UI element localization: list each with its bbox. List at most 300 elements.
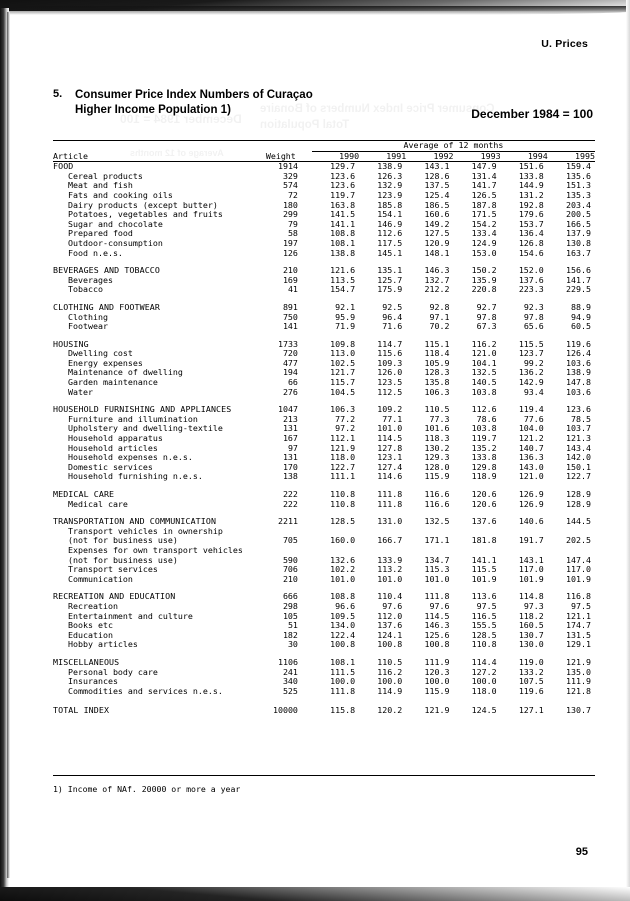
row-value-1992: 118.3 [424, 433, 450, 444]
row-value-1992: 115.9 [424, 471, 450, 482]
row-value-1993: 135.9 [471, 274, 497, 285]
row-value-1994: 154.6 [518, 247, 544, 258]
row-value-1994: 143.1 [518, 554, 544, 565]
row-value-1992: 101.0 [424, 573, 450, 584]
row-value-1995: 142.0 [566, 452, 591, 463]
row-value-1992: 97.6 [429, 600, 450, 611]
row-value-1991: 77.1 [382, 413, 403, 424]
row-value-1993: 147.9 [471, 161, 497, 172]
row-value-1994: 152.0 [518, 265, 544, 276]
row-value-1990: 163.8 [330, 199, 356, 210]
row-weight: 197 [282, 237, 298, 248]
row-value-1990: 123.6 [330, 180, 356, 191]
page-sheet [10, 0, 620, 890]
row-value-1995: 141.7 [566, 274, 591, 285]
row-weight: 97 [287, 442, 298, 453]
header-year-1993: 1993 [453, 151, 500, 162]
row-value-1991: 109.3 [377, 357, 403, 368]
row-value-1995: 103.7 [566, 423, 591, 434]
row-value-1994: 93.4 [523, 386, 544, 397]
row-weight: 222 [282, 498, 298, 509]
row-article-label: Medical care [53, 498, 128, 509]
row-value-1992: 100.0 [424, 676, 450, 687]
table-row [53, 239, 595, 249]
row-article-label: Household articles [53, 442, 158, 453]
row-value-1993: 104.1 [471, 357, 497, 368]
row-weight: 720 [282, 348, 298, 359]
row-value-1993: 120.6 [471, 489, 497, 499]
row-value-1993: 115.5 [471, 564, 497, 575]
row-value-1992: 132.5 [424, 516, 450, 527]
row-value-1992: 186.5 [424, 199, 450, 210]
table-row [53, 303, 595, 313]
table-row [53, 249, 595, 259]
row-article-label: Upholstery and dwelling-textile [53, 423, 223, 434]
row-value-1993: 129.8 [471, 461, 497, 472]
row-value-1994: 151.6 [518, 161, 544, 172]
cpi-table-container [53, 140, 595, 716]
row-article-label: CLOTHING AND FOOTWEAR [53, 301, 160, 312]
header-year-1990: 1990 [312, 151, 359, 162]
row-value-1991: 114.5 [377, 433, 403, 444]
row-value-1995: 203.4 [566, 199, 591, 210]
row-value-1992: 146.3 [424, 265, 450, 276]
spacer-cell [53, 650, 595, 658]
row-value-1994: 127.1 [518, 705, 544, 716]
row-value-1993: 133.8 [471, 452, 497, 463]
row-article-label: Prepared food [53, 228, 133, 239]
row-value-1990: 109.5 [330, 610, 356, 621]
row-article-label: Maintenance of dwelling [53, 367, 183, 378]
row-value-1993: 124.5 [471, 705, 497, 716]
header-article: Article [53, 151, 250, 162]
row-article-label: Meat and fish [53, 180, 133, 191]
row-value-1992: 127.5 [424, 228, 450, 239]
row-value-1994: 191.7 [518, 535, 544, 546]
row-value-1994: 126.8 [518, 237, 544, 248]
row-value-1994: 133.2 [518, 666, 544, 677]
row-value-1994: 131.2 [518, 189, 544, 200]
row-value-1991: 114.6 [377, 471, 403, 482]
row-value-1993: 92.7 [476, 301, 497, 312]
table-title-line-2: Higher Income Population 1) [75, 104, 231, 116]
row-value-1994: 77.6 [523, 413, 544, 424]
row-weight: 141 [282, 321, 298, 332]
row-value-1990: 100.0 [330, 676, 356, 687]
row-weight: 210 [282, 265, 298, 276]
row-weight: 66 [287, 377, 298, 388]
row-value-1992: 146.3 [424, 620, 450, 631]
row-value-1995: 200.5 [566, 209, 591, 220]
table-row [53, 575, 595, 585]
row-value-1994: 65.6 [523, 321, 544, 332]
row-value-1990: 122.7 [330, 461, 356, 472]
row-value-1992: 118.4 [424, 348, 450, 359]
row-article-label: Entertainment and culture [53, 610, 193, 621]
row-value-1990: 71.9 [335, 321, 356, 332]
row-value-1993: 103.8 [471, 423, 497, 434]
row-value-1994: 192.8 [518, 199, 544, 210]
row-value-1990: 138.8 [330, 247, 356, 258]
row-value-1994: 130.0 [518, 639, 544, 650]
table-row [53, 322, 595, 332]
row-article-label: Recreation [53, 600, 118, 611]
row-weight: 131 [282, 423, 298, 434]
row-value-1994: 144.9 [518, 180, 544, 191]
row-value-1993: 78.6 [476, 413, 497, 424]
row-article-label: (not for business use) [53, 554, 178, 565]
row-article-label: TRANSPORTATION AND COMMUNICATION [53, 516, 217, 527]
row-value-1995: 174.7 [566, 620, 591, 631]
row-value-1991: 115.6 [377, 348, 403, 359]
row-value-1992: 128.3 [424, 367, 450, 378]
table-row [53, 472, 595, 482]
row-weight [250, 527, 312, 537]
row-value-1991: 110.5 [377, 656, 403, 667]
row-value-1994: 140.7 [518, 442, 544, 453]
row-value-1992: 149.2 [424, 218, 450, 229]
row-value-1990: 111.5 [330, 666, 356, 677]
row-value-1990: 109.8 [330, 338, 356, 349]
row-value-1992: 160.6 [424, 209, 450, 220]
row-value-1991: 114.9 [377, 685, 403, 696]
row-article-label: HOUSEHOLD FURNISHING AND APPLIANCES [53, 404, 232, 415]
row-value-1995: 137.9 [566, 228, 591, 239]
row-value-1991: 125.7 [377, 274, 403, 285]
row-article-label: Dairy products (except butter) [53, 199, 218, 210]
row-value-1992: 130.2 [424, 442, 450, 453]
table-title-block [53, 88, 593, 121]
row-value-1993: 100.0 [471, 676, 497, 687]
row-value-1991: 101.0 [377, 573, 403, 584]
row-value-1992: 111.8 [424, 591, 450, 602]
row-value-1990: 110.8 [330, 498, 356, 509]
cpi-table [53, 141, 595, 716]
table-row [53, 172, 595, 182]
table-row [53, 313, 595, 323]
row-value-1993: 187.8 [471, 199, 497, 210]
row-value-1992: 116.6 [424, 498, 450, 509]
row-value-1995: 156.6 [566, 265, 591, 276]
table-row [53, 640, 595, 650]
row-value-1990: 96.6 [335, 600, 356, 611]
row-value-1992: 92.8 [429, 301, 450, 312]
row-value-1991: 114.7 [377, 338, 403, 349]
table-row [53, 340, 595, 350]
row-value-1990: 108.1 [330, 656, 356, 667]
row-value-1994: 115.5 [518, 338, 544, 349]
row-value-1993: 116.2 [471, 338, 497, 349]
row-value-1995: 101.9 [566, 573, 591, 584]
row-weight [250, 546, 312, 556]
row-value-1994: 121.2 [518, 433, 544, 444]
header-year-1994: 1994 [501, 151, 548, 162]
row-value-1991: 127.8 [377, 442, 403, 453]
row-value-1992: 115.1 [424, 338, 450, 349]
row-value-1990: 160.0 [330, 535, 356, 546]
table-gap [53, 696, 595, 706]
row-value-1990: 100.8 [330, 639, 356, 650]
row-value-1990: 121.9 [330, 442, 356, 453]
header-year-1995: 1995 [548, 151, 595, 162]
row-value-1990: 95.9 [335, 311, 356, 322]
row-weight: 574 [282, 180, 298, 191]
row-value-1990: 129.7 [330, 161, 356, 172]
row-article-label: BEVERAGES AND TOBACCO [53, 265, 160, 276]
row-value-1991: 117.5 [377, 237, 403, 248]
table-body [53, 162, 595, 716]
row-value-1993: 103.8 [471, 386, 497, 397]
row-value-1992: 212.2 [424, 284, 450, 295]
spacer-cell [53, 332, 595, 340]
row-value-1995: 135.0 [566, 666, 591, 677]
row-weight: 167 [282, 433, 298, 444]
row-value-1995: 60.5 [571, 321, 591, 332]
row-weight: 72 [287, 189, 298, 200]
table-row [53, 621, 595, 631]
row-value-1991: 131.0 [377, 516, 403, 527]
row-value-1994: 137.6 [518, 274, 544, 285]
row-weight: 182 [282, 629, 298, 640]
row-value-1992: 137.5 [424, 180, 450, 191]
row-weight: 58 [287, 228, 298, 239]
showthrough-title-line2: Total Population [260, 119, 350, 131]
row-value-1991: 123.1 [377, 452, 403, 463]
row-value-1994: 140.6 [518, 516, 544, 527]
row-value-1990: 108.1 [330, 237, 356, 248]
table-row [53, 592, 595, 602]
row-value-1994: 119.4 [518, 404, 544, 415]
row-value-1992: 132.7 [424, 274, 450, 285]
row-value-1995: 126.4 [566, 348, 591, 359]
row-value-1990: 108.8 [330, 228, 356, 239]
row-value-1994: 119.0 [518, 656, 544, 667]
row-value-1995: 128.9 [566, 489, 591, 499]
row-value-1990: 121.6 [330, 265, 356, 276]
row-value-1994: 130.7 [518, 629, 544, 640]
row-value-1993: 121.0 [471, 348, 497, 359]
row-value-1991: 71.6 [382, 321, 403, 332]
row-article-label: Energy expenses [53, 357, 143, 368]
row-value-1990: 92.1 [335, 301, 356, 312]
footnote-rule [53, 775, 595, 776]
row-value-1990: 121.7 [330, 367, 356, 378]
row-article-label: TOTAL INDEX [53, 705, 110, 716]
row-article-label: Sugar and chocolate [53, 218, 163, 229]
row-value-1992: 70.2 [429, 321, 450, 332]
row-article-label: Footwear [53, 321, 108, 332]
row-value-1995: 122.7 [566, 471, 591, 482]
row-weight: 79 [287, 218, 298, 229]
row-value-1995: 94.9 [571, 311, 591, 322]
table-row [53, 565, 595, 575]
row-value-1995: 121.8 [566, 685, 591, 696]
row-article-label: Beverages [53, 274, 113, 285]
row-article-label: Communication [53, 573, 133, 584]
row-value-1994: 121.0 [518, 471, 544, 482]
header-spacer-article [53, 141, 250, 151]
row-weight: 213 [282, 413, 298, 424]
row-value-1991: 124.1 [377, 629, 403, 640]
row-weight: 194 [282, 367, 298, 378]
scan-edge-right [626, 0, 630, 901]
row-value-1995: 97.5 [571, 600, 591, 611]
row-value-1991: 185.8 [377, 199, 403, 210]
row-value-1992: 120.9 [424, 237, 450, 248]
row-value-1994: 160.5 [518, 620, 544, 631]
row-weight: 1914 [277, 161, 298, 172]
row-value-1992: 77.3 [429, 413, 450, 424]
row-article-label: MISCELLANEOUS [53, 656, 120, 667]
row-value-1990: 111.1 [330, 471, 356, 482]
table-spacer [53, 332, 595, 340]
row-value-1990: 104.5 [330, 386, 356, 397]
row-value-1993: 116.5 [471, 610, 497, 621]
row-value-1995: 138.9 [566, 367, 591, 378]
row-value-1994: 143.0 [518, 461, 544, 472]
row-value-1993: 101.9 [471, 573, 497, 584]
row-value-1993: 137.6 [471, 516, 497, 527]
row-value-1994: 107.5 [518, 676, 544, 687]
row-value-1995: 129.1 [566, 639, 591, 650]
row-value-1993: 132.5 [471, 367, 497, 378]
row-value-1991: 112.0 [377, 610, 403, 621]
row-value-1991: 126.3 [377, 170, 403, 181]
header-span-average: Average of 12 months [312, 141, 595, 151]
table-number: 5. [53, 88, 63, 100]
row-article-label: MEDICAL CARE [53, 489, 115, 499]
row-value-1993: 120.6 [471, 498, 497, 509]
table-row [53, 706, 595, 716]
row-value-1992: 100.8 [424, 639, 450, 650]
row-value-1990: 141.5 [330, 209, 356, 220]
row-value-1991: 113.2 [377, 564, 403, 575]
row-value-1994: 114.8 [518, 591, 544, 602]
row-value-1994: 153.7 [518, 218, 544, 229]
row-value-1994: 119.6 [518, 685, 544, 696]
row-value-1991: 145.1 [377, 247, 403, 258]
row-value-1993: 141.1 [471, 554, 497, 565]
row-value-1992: 121.9 [424, 705, 450, 716]
row-value-1995: 144.5 [566, 516, 591, 527]
row-weight: 131 [282, 452, 298, 463]
row-value-1992: 101.6 [424, 423, 450, 434]
row-value-1995: 166.5 [566, 218, 591, 229]
row-weight: 170 [282, 461, 298, 472]
row-value-1994: 126.9 [518, 498, 544, 509]
row-value-1990: 119.7 [330, 189, 356, 200]
row-weight: 1047 [277, 404, 298, 415]
row-weight: 525 [282, 685, 298, 696]
row-article-label: Cereal products [53, 170, 143, 181]
row-weight: 276 [282, 386, 298, 397]
row-value-1995: 111.9 [566, 676, 591, 687]
row-article-label: Insurances [53, 676, 118, 687]
row-value-1993: 171.5 [471, 209, 497, 220]
table-row [53, 687, 595, 697]
row-article-label: Transport services [53, 564, 158, 575]
row-article-label: Clothing [53, 311, 108, 322]
row-value-1995: 135.3 [566, 189, 591, 200]
row-value-1995: 119.6 [566, 338, 591, 349]
row-value-1995: 121.9 [566, 656, 591, 667]
row-value-1991: 100.8 [377, 639, 403, 650]
row-weight: 222 [282, 489, 298, 499]
header-year-1992: 1992 [406, 151, 453, 162]
row-value-1994: 123.7 [518, 348, 544, 359]
row-value-1993: 119.7 [471, 433, 497, 444]
row-article-label: Hobby articles [53, 639, 138, 650]
row-article-label: Commodities and services n.e.s. [53, 685, 223, 696]
row-value-1993: 118.9 [471, 471, 497, 482]
row-value-1990: 97.2 [335, 423, 356, 434]
row-article-label: Fats and cooking oils [53, 189, 173, 200]
row-value-1994: 223.3 [518, 284, 544, 295]
row-value-1993: 155.5 [471, 620, 497, 631]
row-weight: 2211 [277, 516, 298, 527]
row-value-1993: 131.4 [471, 170, 497, 181]
row-article-label: Expenses for own transport vehicles [53, 544, 243, 555]
row-value-1992: 135.8 [424, 377, 450, 388]
row-value-1992: 110.5 [424, 404, 450, 415]
row-value-1995: 130.8 [566, 237, 591, 248]
row-value-1993: 141.7 [471, 180, 497, 191]
row-value-1994: 179.6 [518, 209, 544, 220]
table-row [53, 490, 595, 500]
row-article-label: FOOD [53, 161, 74, 172]
row-weight: 477 [282, 357, 298, 368]
row-value-1992: 128.6 [424, 170, 450, 181]
row-value-1991: 100.0 [377, 676, 403, 687]
row-value-1993: 97.5 [476, 600, 497, 611]
row-value-1990: 154.7 [330, 284, 356, 295]
row-value-1991: 146.9 [377, 218, 403, 229]
footnote-text: 1) Income of NAf. 20000 or more a year [53, 784, 241, 794]
running-head: U. Prices [541, 38, 588, 50]
row-value-1993: 135.2 [471, 442, 497, 453]
row-value-1994: 99.2 [523, 357, 544, 368]
row-value-1990: 118.0 [330, 452, 356, 463]
row-weight: 169 [282, 274, 298, 285]
row-value-1992: 115.9 [424, 685, 450, 696]
row-value-1991: 154.1 [377, 209, 403, 220]
row-value-1991: 123.5 [377, 377, 403, 388]
row-value-1991: 112.5 [377, 386, 403, 397]
row-weight: 180 [282, 199, 298, 210]
row-article-label: Domestic services [53, 461, 153, 472]
row-article-label: Outdoor-consumption [53, 237, 163, 248]
row-value-1994: 118.2 [518, 610, 544, 621]
row-weight: 706 [282, 564, 298, 575]
row-value-1995: 229.5 [566, 284, 591, 295]
row-value-1992: 106.3 [424, 386, 450, 397]
table-row [53, 612, 595, 622]
row-value-1993: 154.2 [471, 218, 497, 229]
showthrough-base-period: December 1984 = 100 [120, 112, 242, 126]
row-value-1992: 129.3 [424, 452, 450, 463]
row-value-1995: 78.5 [571, 413, 591, 424]
row-article-label: Furniture and illumination [53, 413, 198, 424]
row-value-1993: 128.5 [471, 629, 497, 640]
row-weight: 51 [287, 620, 298, 631]
row-value-1992: 134.7 [424, 554, 450, 565]
row-article-label: (not for business use) [53, 535, 178, 546]
row-value-1992: 105.9 [424, 357, 450, 368]
row-value-1992: 111.9 [424, 656, 450, 667]
row-value-1990: 122.4 [330, 629, 356, 640]
row-value-1995: 130.7 [566, 705, 591, 716]
row-value-1991: 110.4 [377, 591, 403, 602]
